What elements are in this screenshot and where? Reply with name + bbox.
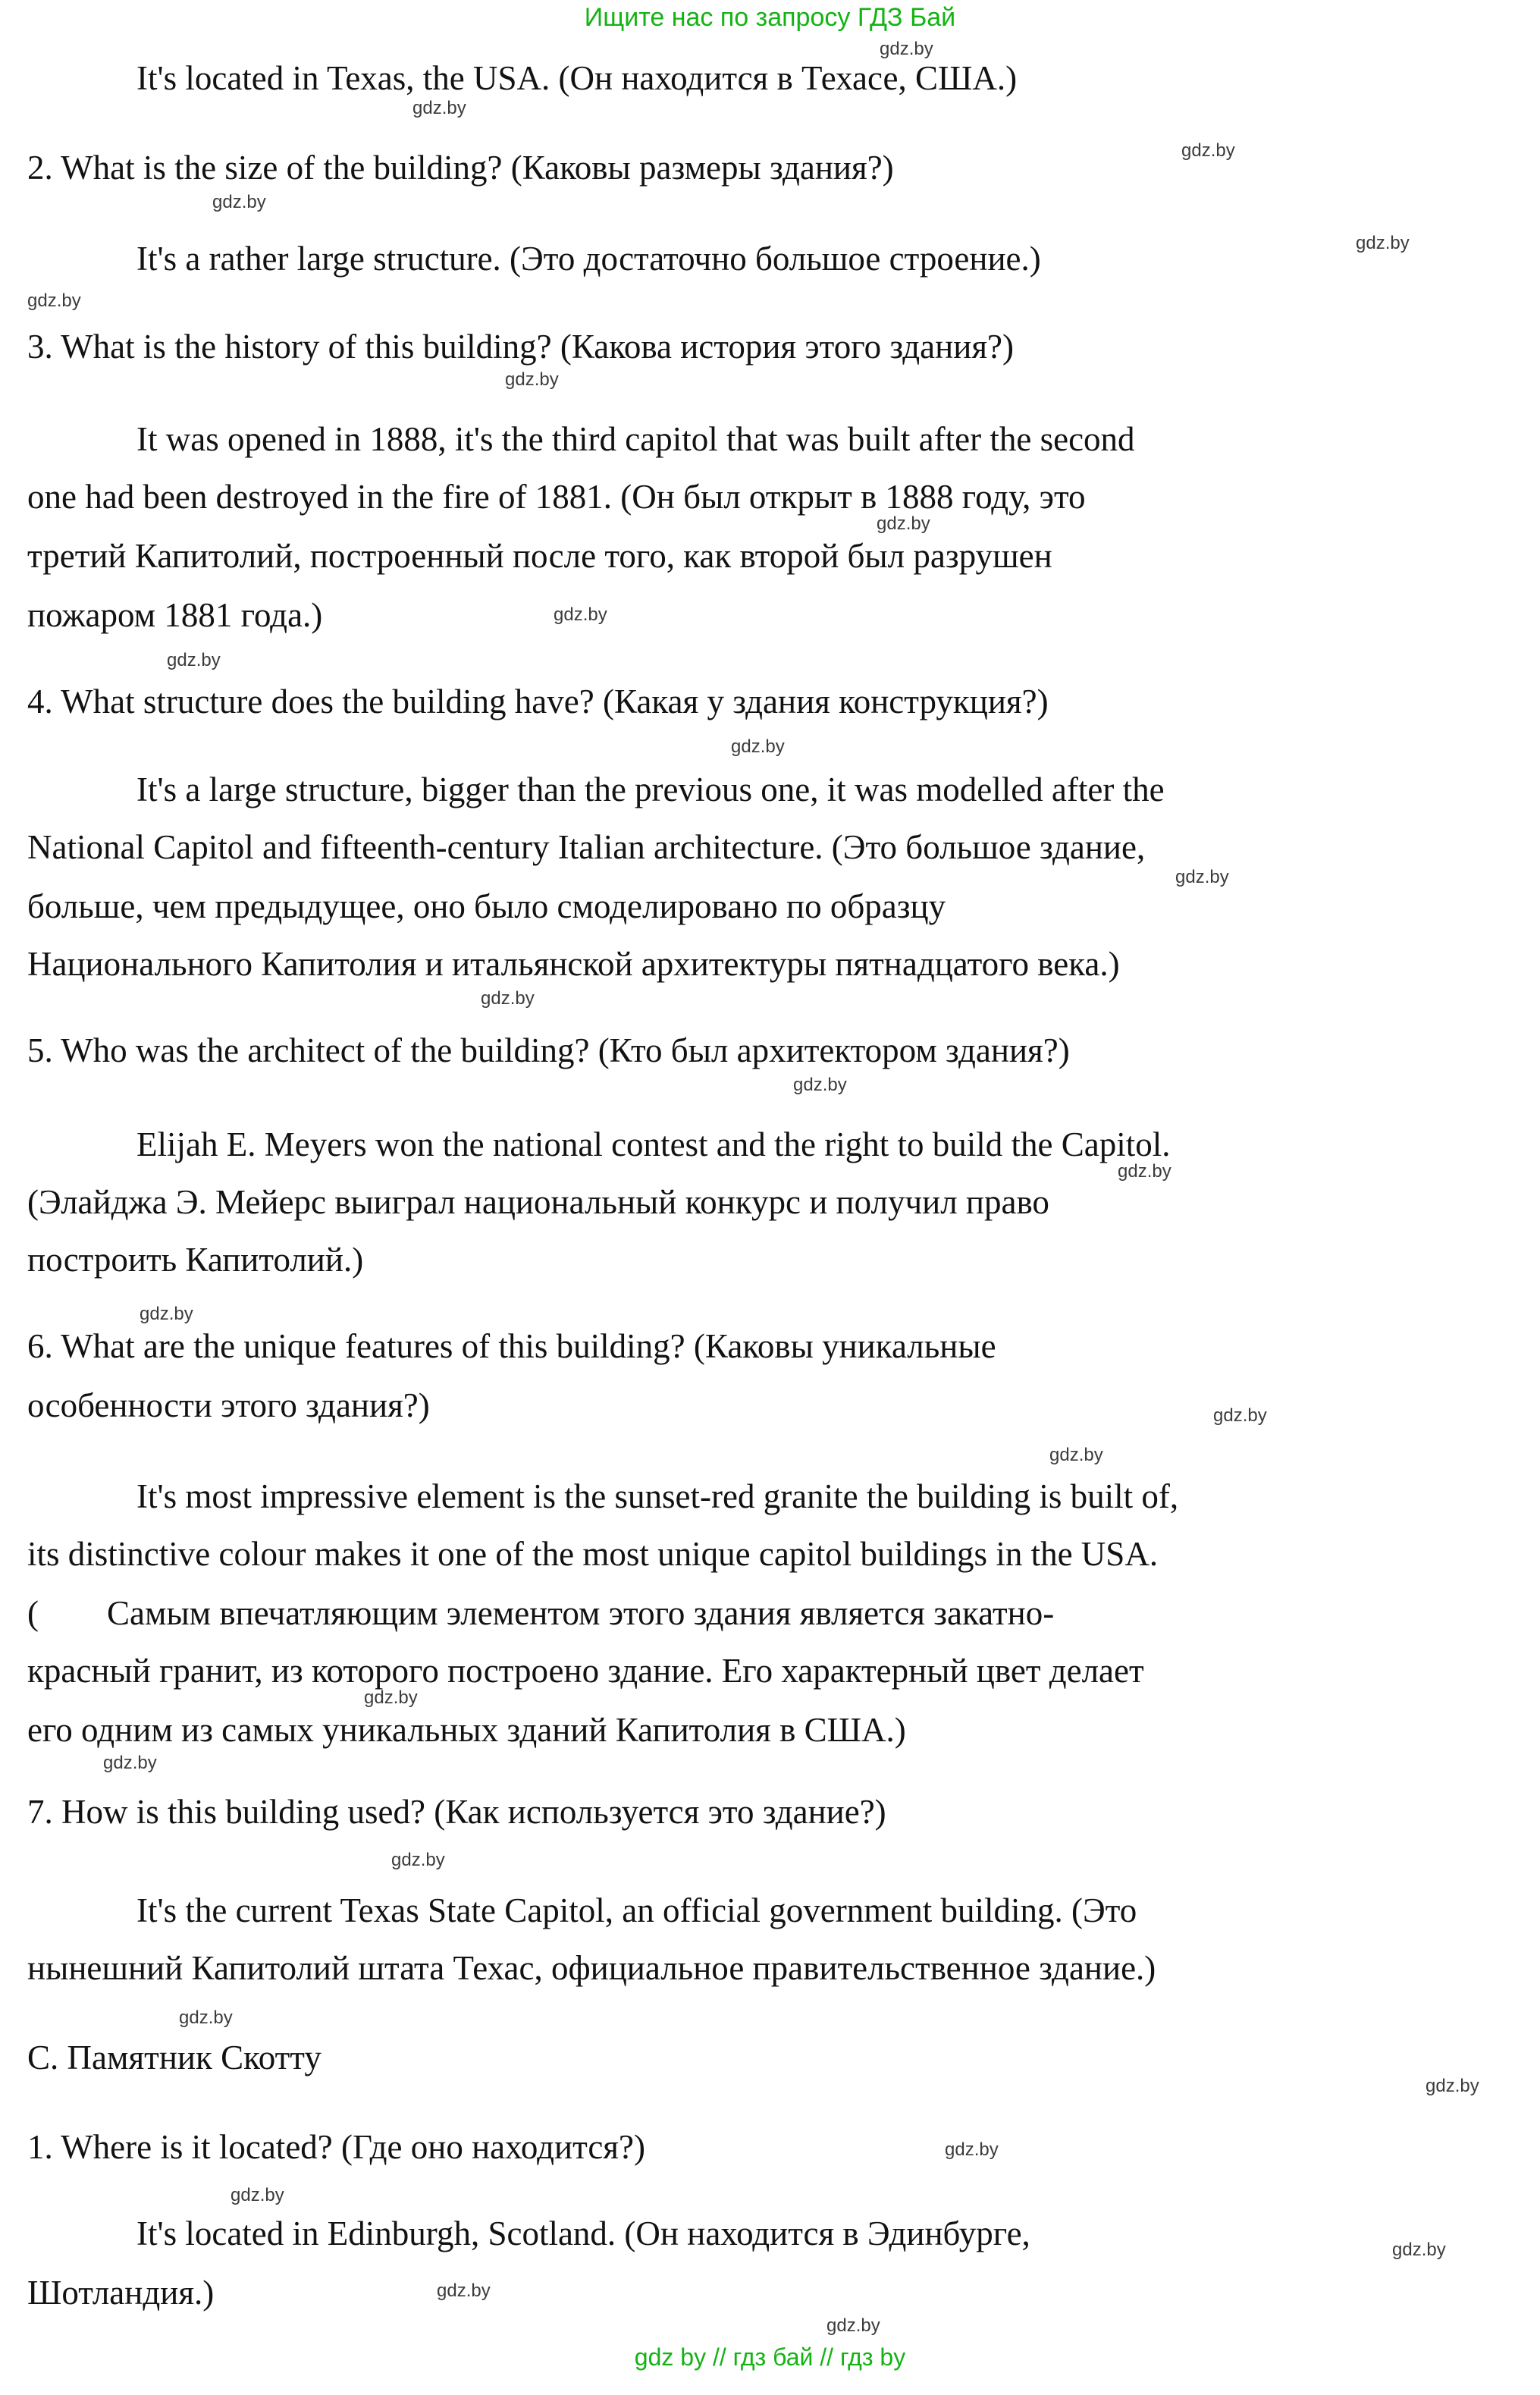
text-line: It's the current Texas State Capitol, an official government building. (Это <box>136 1891 1137 1929</box>
text-line: (Элайджа Э. Мейерс выиграл национальный конкурс и получил право <box>27 1183 1049 1221</box>
text-line: 1. Where is it located? (Где оно находится?) <box>27 2128 645 2166</box>
text-line: It's located in Edinburgh, Scotland. (Он находится в Эдинбурге, <box>136 2215 1030 2252</box>
text-line: It was opened in 1888, it's the third capitol that was built after the second <box>136 420 1135 458</box>
watermark-label: gdz.by <box>1426 2076 1479 2096</box>
watermark-label: gdz.by <box>179 2007 233 2028</box>
watermark-label: gdz.by <box>167 650 221 670</box>
watermark-label: gdz.by <box>364 1687 418 1708</box>
text-line: 5. Who was the architect of the building? (Кто был архитектором здания?) <box>27 1031 1070 1069</box>
text-line: красный гранит, из которого построено здание. Его характерный цвет делает <box>27 1652 1144 1690</box>
text-line: It's most impressive element is the sunset-red granite the building is built of, <box>136 1477 1179 1515</box>
text-line: нынешний Капитолий штата Техас, официальное правительственное здание.) <box>27 1949 1156 1987</box>
text-line: ( Самым впечатляющим элементом этого здания является закатно- <box>27 1594 1055 1632</box>
watermark-label: gdz.by <box>27 290 81 311</box>
watermark-label: gdz.by <box>437 2280 491 2301</box>
watermark-label: gdz.by <box>1118 1161 1171 1182</box>
promo-banner-top: Ищите нас по запросу ГДЗ Бай <box>584 3 956 32</box>
watermark-label: gdz.by <box>103 1753 157 1773</box>
watermark-label: gdz.by <box>554 604 607 625</box>
watermark-label: gdz.by <box>880 39 933 59</box>
text-line: больше, чем предыдущее, оно было смоделировано по образцу <box>27 887 946 925</box>
watermark-label: gdz.by <box>731 736 785 757</box>
text-line: 3. What is the history of this building? (Какова история этого здания?) <box>27 328 1014 366</box>
watermark-label: gdz.by <box>391 1850 445 1870</box>
text-line: третий Капитолий, построенный после того, как второй был разрушен <box>27 537 1052 575</box>
text-line: пожаром 1881 года.) <box>27 596 323 634</box>
text-line: one had been destroyed in the fire of 1881. (Он был открыт в 1888 году, это <box>27 478 1086 516</box>
watermark-label: gdz.by <box>231 2185 284 2205</box>
watermark-label: gdz.by <box>1175 867 1229 887</box>
text-line: It's a rather large structure. (Это достаточно большое строение.) <box>136 240 1041 278</box>
text-line: Шотландия.) <box>27 2274 215 2312</box>
promo-banner-bottom: gdz by // гдз бай // гдз by <box>634 2343 906 2371</box>
text-line: its distinctive colour makes it one of the most unique capitol buildings in the USA. <box>27 1535 1159 1573</box>
text-line: особенности этого здания?) <box>27 1386 430 1424</box>
watermark-label: gdz.by <box>1392 2240 1446 2260</box>
watermark-label: gdz.by <box>1356 233 1410 253</box>
watermark-label: gdz.by <box>877 513 930 534</box>
text-line: построить Капитолий.) <box>27 1241 364 1279</box>
watermark-label: gdz.by <box>481 988 535 1009</box>
watermark-label: gdz.by <box>1181 140 1235 161</box>
text-line: 6. What are the unique features of this building? (Каковы уникальные <box>27 1327 996 1365</box>
text-line: его одним из самых уникальных зданий Капитолия в США.) <box>27 1711 906 1749</box>
watermark-label: gdz.by <box>212 192 266 212</box>
watermark-label: gdz.by <box>793 1075 847 1095</box>
text-line: Национального Капитолия и итальянской архитектуры пятнадцатого века.) <box>27 945 1120 983</box>
text-line: 7. How is this building used? (Как используется это здание?) <box>27 1793 886 1831</box>
text-line: National Capitol and fifteenth-century Italian architecture. (Это большое здание, <box>27 828 1146 866</box>
text-line: 2. What is the size of the building? (Каковы размеры здания?) <box>27 149 894 187</box>
text-line: 4. What structure does the building have? (Какая у здания конструкция?) <box>27 683 1049 720</box>
watermark-label: gdz.by <box>412 98 466 118</box>
text-line: It's a large structure, bigger than the previous one, it was modelled after the <box>136 771 1165 808</box>
text-line: Elijah E. Meyers won the national contest and the right to build the Capitol. <box>136 1125 1171 1163</box>
watermark-label: gdz.by <box>826 2315 880 2336</box>
watermark-label: gdz.by <box>505 369 559 390</box>
watermark-label: gdz.by <box>1049 1445 1103 1465</box>
text-line: C. Памятник Скотту <box>27 2039 321 2076</box>
watermark-label: gdz.by <box>945 2139 999 2160</box>
text-line: It's located in Texas, the USA. (Он находится в Техасе, США.) <box>136 59 1018 97</box>
watermark-label: gdz.by <box>1213 1405 1267 1426</box>
watermark-label: gdz.by <box>140 1304 193 1324</box>
